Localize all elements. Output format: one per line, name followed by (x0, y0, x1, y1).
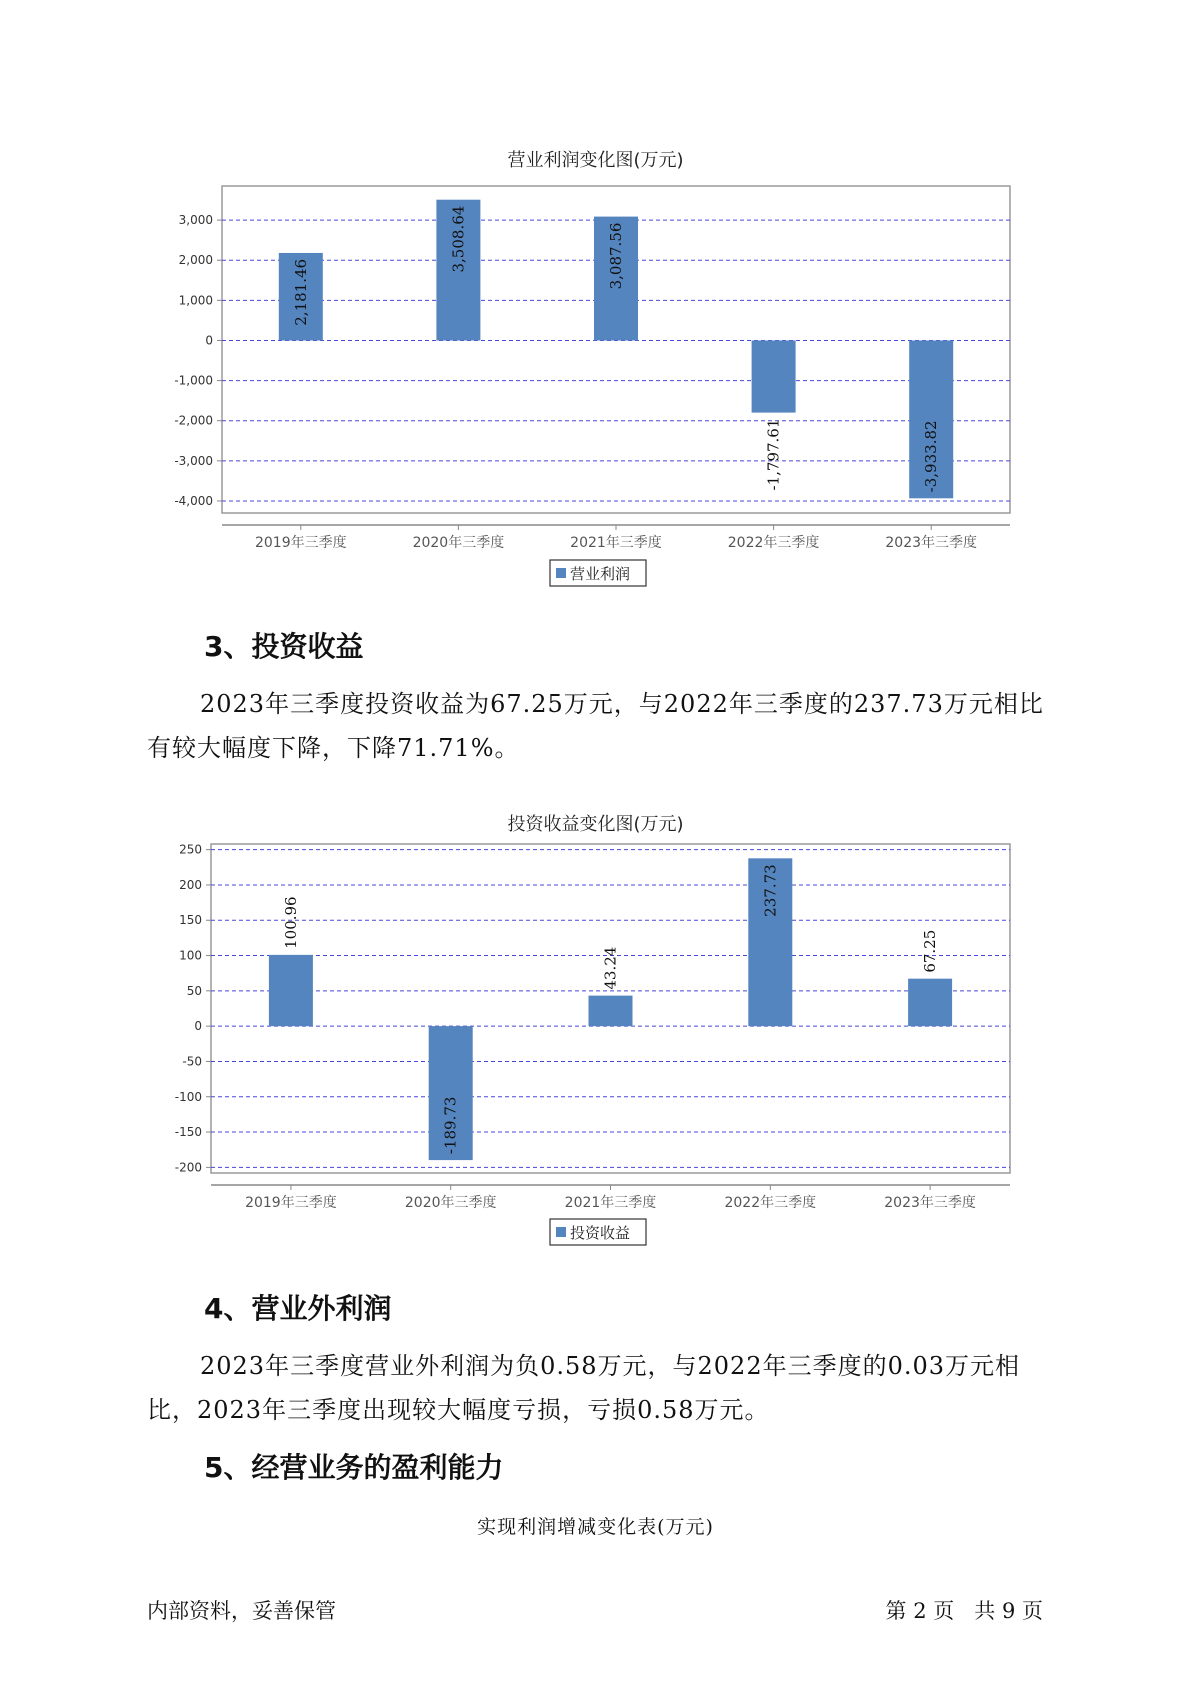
y-tick-label: -1,000 (174, 373, 213, 388)
bar-value-label: 67.25 (921, 929, 940, 973)
y-tick-label: 100 (179, 948, 202, 963)
x-tick-label: 2023年三季度 (885, 535, 978, 551)
section-heading-business-profitability: 5、经营业务的盈利能力 (204, 1451, 504, 1484)
bar-value-label: 2,181.46 (291, 258, 310, 326)
bar-value-label: -3,933.82 (922, 420, 941, 493)
bar (908, 979, 952, 1026)
bar-value-label: 100.96 (281, 896, 300, 949)
bar (269, 955, 313, 1026)
y-tick-label: -4,000 (174, 493, 213, 508)
legend-label: 营业利润 (570, 565, 631, 583)
table-caption: 实现利润增减变化表(万元) (477, 1516, 714, 1538)
y-tick-label: 0 (205, 333, 213, 348)
x-tick-label: 2020年三季度 (404, 1195, 497, 1211)
x-tick-label: 2020年三季度 (412, 535, 505, 551)
bar-value-label: 3,508.64 (449, 205, 468, 273)
y-tick-label: -200 (174, 1160, 202, 1175)
y-tick-label: 3,000 (178, 213, 213, 228)
legend-swatch (556, 1227, 566, 1237)
y-tick-label: 200 (179, 877, 202, 892)
y-tick-label: 2,000 (178, 253, 213, 268)
y-tick-label: -3,000 (174, 453, 213, 468)
x-tick-label: 2019年三季度 (245, 1195, 337, 1211)
section-heading-non-operating-profit: 4、营业外利润 (204, 1292, 392, 1325)
chart-title-investment-income: 投资收益变化图(万元) (507, 814, 684, 835)
bar-value-label: 43.24 (601, 946, 620, 990)
footer-page-number: 第 2 页 共 9 页 (885, 1599, 1043, 1623)
section-paragraph-non-operating-profit: 2023年三季度营业外利润为负0.58万元，与2022年三季度的0.03万元相比，2023年三季度出现较大幅度亏损，亏损0.58万元。 (147, 1352, 1021, 1424)
x-tick-label: 2021年三季度 (564, 1195, 657, 1211)
footer-confidential-note: 内部资料，妥善保管 (147, 1599, 336, 1623)
x-tick-label: 2022年三季度 (727, 535, 820, 551)
x-tick-label: 2022年三季度 (724, 1195, 817, 1211)
bar (589, 996, 633, 1027)
y-tick-label: 250 (179, 842, 202, 857)
legend (550, 1219, 646, 1245)
y-tick-label: 150 (179, 913, 202, 928)
y-tick-label: -50 (182, 1054, 202, 1069)
bar-value-label: 3,087.56 (607, 222, 625, 290)
y-tick-label: -2,000 (174, 413, 213, 428)
bar-value-label: -189.73 (441, 1096, 460, 1155)
legend-label: 投资收益 (570, 1224, 631, 1242)
chart-title-operating-profit: 营业利润变化图(万元) (507, 150, 684, 171)
y-tick-label: -150 (174, 1125, 202, 1140)
x-tick-label: 2021年三季度 (570, 535, 662, 551)
y-tick-label: 50 (186, 983, 202, 998)
x-tick-label: 2019年三季度 (254, 535, 347, 551)
section-paragraph-investment-income: 2023年三季度投资收益为67.25万元，与2022年三季度的237.73万元相比有较大幅度下降，下降71.71%。 (147, 690, 1044, 762)
bar-value-label: 237.73 (761, 864, 780, 917)
x-tick-label: 2023年三季度 (884, 1195, 976, 1211)
section-heading-investment-income: 3、投资收益 (204, 630, 364, 663)
y-tick-label: 1,000 (178, 293, 213, 308)
bar-value-label: -1,797.61 (764, 418, 783, 491)
y-tick-label: 0 (194, 1019, 202, 1034)
y-tick-label: -100 (174, 1089, 202, 1104)
